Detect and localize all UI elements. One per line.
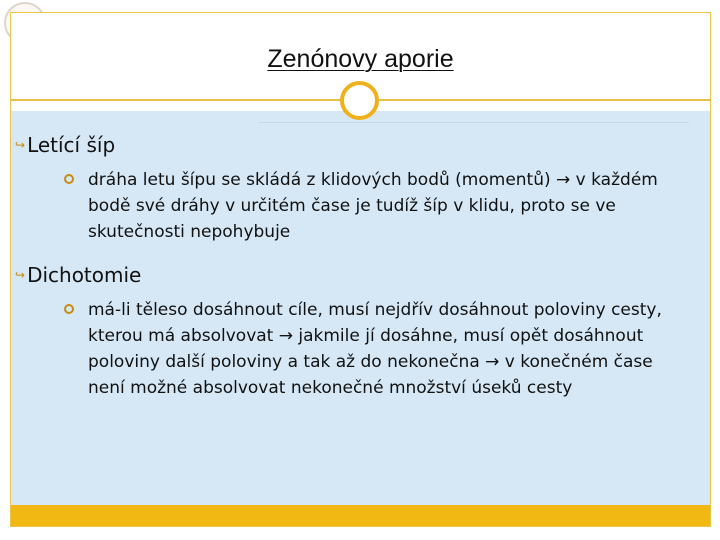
section-heading-text: Letící šíp — [27, 133, 116, 157]
curved-arrow-icon: ↪ — [15, 268, 26, 282]
ring-bullet-icon — [64, 174, 74, 184]
footer-bar — [11, 505, 710, 526]
ring-bullet-icon — [64, 304, 74, 314]
list-item-text: dráha letu šípu se skládá z klidových bodů (momentů) → v každém bodě své dráhy v určitém čase je tudíž šíp v klidu, proto se ve skutečnosti nepohybuje — [88, 170, 658, 242]
list-item-text: má-li těleso dosáhnout cíle, musí nejdřív dosáhnout poloviny cesty, kterou má absolvovat → jakmile jí dosáhne, musí opět dosáhnout poloviny další poloviny a tak až do nekonečna → v konečném čase není možné absolvovat nekonečné množství úseků cesty — [88, 300, 662, 398]
section-heading-1 — [15, 133, 115, 157]
decorative-circle — [340, 81, 379, 120]
slide-content — [11, 111, 710, 505]
slide-title — [11, 45, 710, 74]
slide-title-text: Zenónovy aporie — [267, 45, 454, 73]
curved-arrow-icon: ↪ — [15, 138, 26, 152]
section-heading-2 — [15, 263, 141, 287]
decorative-line — [259, 122, 689, 123]
slide-frame — [10, 12, 711, 527]
section-heading-text: Dichotomie — [27, 263, 142, 287]
